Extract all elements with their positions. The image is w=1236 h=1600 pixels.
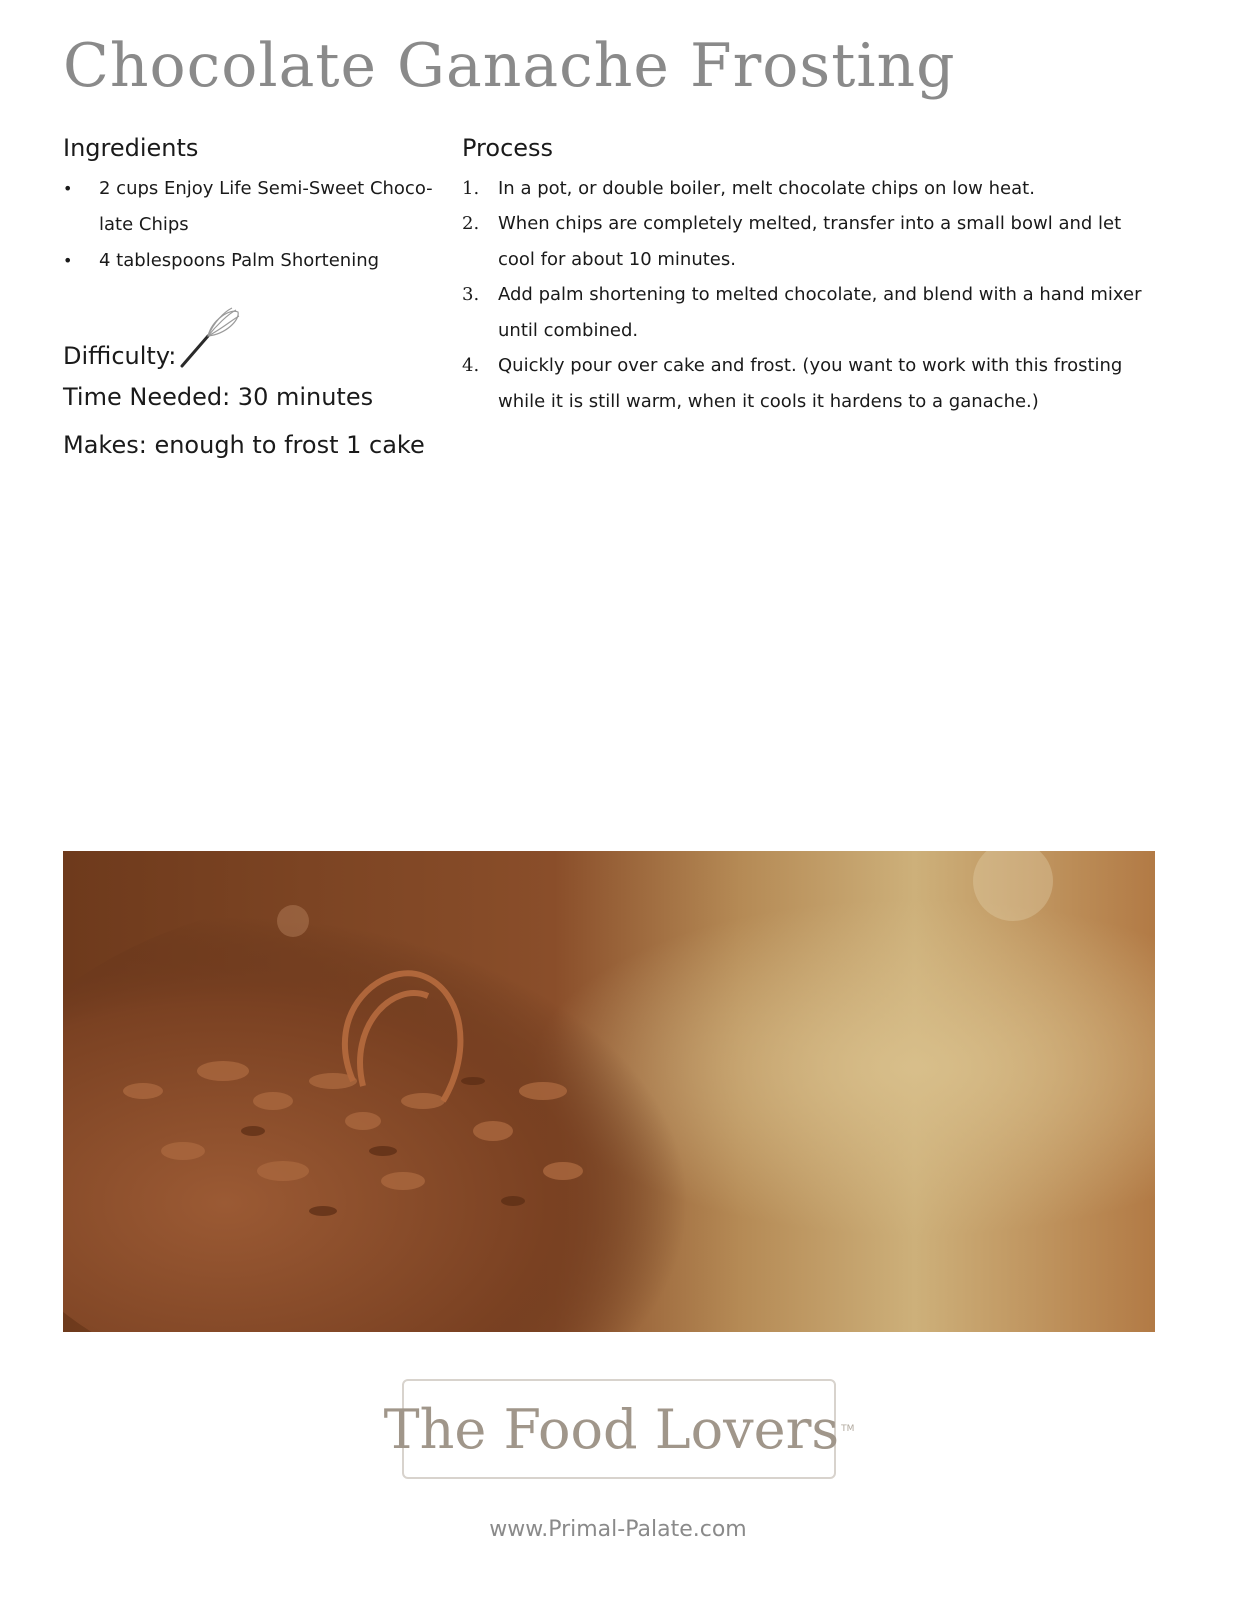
step-number: 3. (462, 284, 480, 306)
process-section (462, 134, 1162, 419)
ingredient-item (63, 243, 433, 279)
website-url: www.Primal-Palate.com (489, 1517, 747, 1542)
trademark-mark: TM (841, 1424, 855, 1434)
step-text: In a pot, or double boiler, melt chocolate chips on low heat. (498, 177, 1035, 199)
process-steps (462, 171, 1162, 420)
difficulty-row (63, 336, 242, 377)
step-number: 4. (462, 355, 480, 377)
step-number: 2. (462, 213, 480, 235)
step-text-cont: while it is still warm, when it cools it hardens to a ganache.) (498, 390, 1039, 412)
ingredients-section (63, 134, 433, 279)
process-heading: Process (462, 134, 554, 162)
step-number: 1. (462, 177, 480, 199)
ingredients-heading: Ingredients (63, 134, 199, 162)
step-text: When chips are completely melted, transfer into a small bowl and let (498, 213, 1122, 235)
ingredient-text: 4 tablespoons Palm Shortening (99, 249, 380, 271)
step-text: Add palm shortening to melted chocolate, and blend with a hand mixer (498, 284, 1142, 306)
process-step (462, 206, 1162, 277)
process-step (462, 171, 1162, 207)
logo (383, 1379, 855, 1479)
ingredients-list (63, 171, 433, 279)
ingredient-text: 2 cups Enjoy Life Semi-Sweet Choco- (99, 177, 433, 199)
ingredient-text-cont: late Chips (99, 213, 189, 235)
time-needed: Time Needed: 30 minutes (63, 383, 374, 411)
step-text: Quickly pour over cake and frost. (you want to work with this frosting (498, 355, 1123, 377)
recipe-title: Chocolate Ganache Frosting (63, 31, 956, 101)
ingredient-item (63, 171, 433, 243)
step-text-cont: until combined. (498, 319, 639, 341)
logo-text: The Food Lovers (383, 1397, 840, 1461)
process-step (462, 348, 1162, 419)
chocolate-frosting-photo (63, 851, 1155, 1332)
makes-quantity: Makes: enough to frost 1 cake (63, 431, 425, 459)
step-text-cont: cool for about 10 minutes. (498, 248, 736, 270)
whisk-icon (178, 306, 242, 377)
difficulty-label: Difficulty: (63, 342, 177, 370)
process-step (462, 277, 1162, 348)
